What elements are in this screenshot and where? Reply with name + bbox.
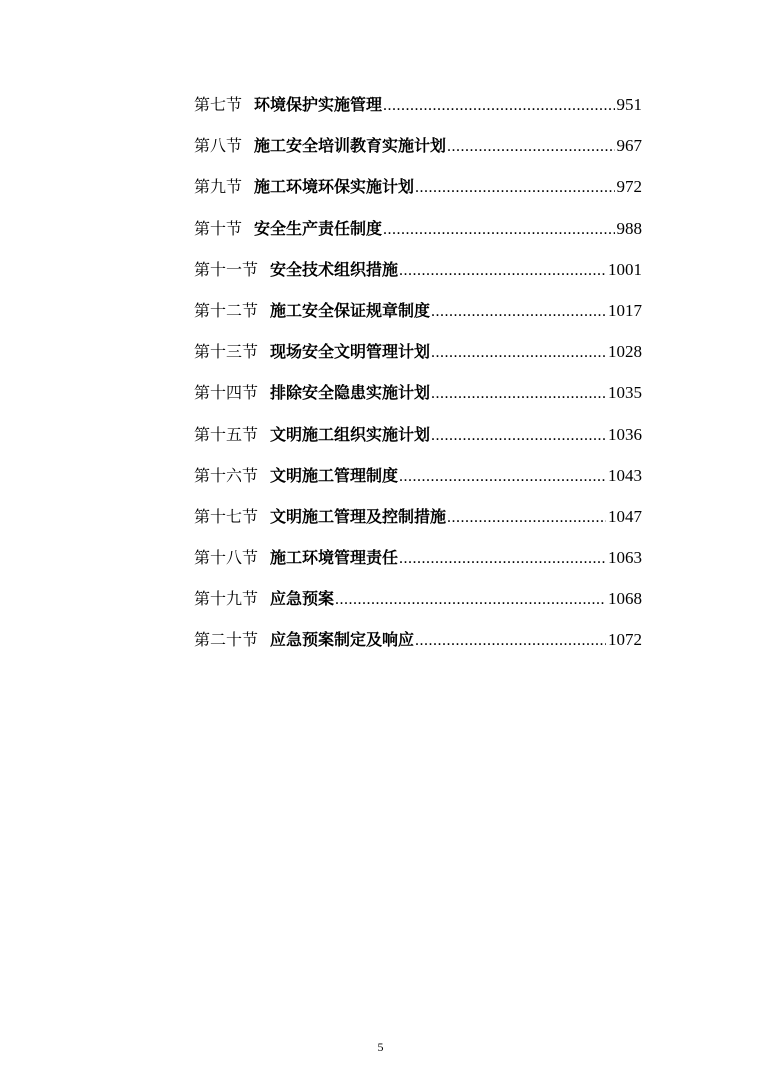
toc-entry[interactable] <box>194 260 642 301</box>
toc-section-number: 第十一节 <box>194 259 259 279</box>
toc-section-number: 第十三节 <box>194 342 259 362</box>
toc-dot-leader <box>447 137 614 157</box>
toc-dot-leader <box>431 426 606 446</box>
toc-section-title: 施工环境环保实施计划 <box>254 177 415 197</box>
toc-dot-leader <box>383 96 614 116</box>
toc-page-number: 1047 <box>608 506 642 526</box>
toc-dot-leader <box>399 467 606 487</box>
toc-section-number: 第十八节 <box>194 548 259 568</box>
toc-section-title: 文明施工组织实施计划 <box>270 424 431 444</box>
toc-entry[interactable] <box>194 136 642 177</box>
toc-entry[interactable] <box>194 301 642 342</box>
toc-page-number: 1001 <box>608 259 642 279</box>
toc-section-title: 排除安全隐患实施计划 <box>270 383 431 403</box>
toc-page-number: 1036 <box>608 424 642 444</box>
toc-dot-leader <box>431 343 606 363</box>
toc-section-number: 第十七节 <box>194 506 259 526</box>
toc-section-title: 环境保护实施管理 <box>254 95 383 114</box>
toc-section-number: 第七节 <box>194 95 243 114</box>
toc-entry[interactable] <box>194 589 642 630</box>
toc-section-title: 现场安全文明管理计划 <box>270 342 431 362</box>
toc-dot-leader <box>447 508 606 528</box>
toc-page-number: 1063 <box>608 548 642 568</box>
toc-dot-leader <box>431 384 606 404</box>
toc-dot-leader <box>399 549 606 569</box>
toc-entry[interactable] <box>194 507 642 548</box>
toc-section-number: 第八节 <box>194 136 243 156</box>
toc-entry[interactable] <box>194 548 642 589</box>
toc-page-number: 1068 <box>608 589 642 609</box>
toc-entry[interactable] <box>194 630 642 671</box>
toc-section-title: 安全生产责任制度 <box>254 218 383 238</box>
toc-dot-leader <box>383 220 614 240</box>
toc-entry[interactable] <box>194 383 642 424</box>
toc-entry[interactable] <box>194 425 642 466</box>
toc-section-title: 施工环境管理责任 <box>270 548 399 568</box>
toc-section-title: 施工安全保证规章制度 <box>270 300 431 320</box>
toc-entry[interactable] <box>194 95 642 136</box>
toc-section-number: 第二十节 <box>194 630 259 650</box>
toc-page-number: 1017 <box>608 300 642 320</box>
toc-entry[interactable] <box>194 219 642 260</box>
toc-section-title: 应急预案 <box>270 589 335 609</box>
table-of-contents <box>194 95 642 672</box>
toc-dot-leader <box>431 302 606 322</box>
toc-page-number: 951 <box>616 95 642 114</box>
toc-section-number: 第十九节 <box>194 589 259 609</box>
toc-entry[interactable] <box>194 466 642 507</box>
toc-section-number: 第十二节 <box>194 300 259 320</box>
toc-section-number: 第十四节 <box>194 383 259 403</box>
toc-page-number: 1028 <box>608 342 642 362</box>
toc-section-number: 第十六节 <box>194 465 259 485</box>
toc-entry[interactable] <box>194 177 642 218</box>
toc-section-title: 文明施工管理及控制措施 <box>270 506 447 526</box>
toc-section-number: 第十节 <box>194 218 243 238</box>
toc-section-title: 安全技术组织措施 <box>270 259 399 279</box>
toc-section-number: 第九节 <box>194 177 243 197</box>
toc-dot-leader <box>415 178 614 198</box>
toc-section-title: 施工安全培训教育实施计划 <box>254 136 447 156</box>
toc-page-number: 972 <box>616 177 642 197</box>
toc-dot-leader <box>399 261 606 281</box>
footer-page-number: 5 <box>377 1040 384 1054</box>
toc-dot-leader <box>335 590 606 610</box>
toc-entry[interactable] <box>194 342 642 383</box>
toc-page-number: 1072 <box>608 630 642 650</box>
toc-page-number: 988 <box>616 218 642 238</box>
toc-section-title: 文明施工管理制度 <box>270 465 399 485</box>
toc-page-number: 967 <box>616 136 642 156</box>
toc-section-number: 第十五节 <box>194 424 259 444</box>
toc-page-number: 1043 <box>608 465 642 485</box>
toc-page-number: 1035 <box>608 383 642 403</box>
toc-section-title: 应急预案制定及响应 <box>270 630 415 650</box>
toc-dot-leader <box>415 631 606 651</box>
